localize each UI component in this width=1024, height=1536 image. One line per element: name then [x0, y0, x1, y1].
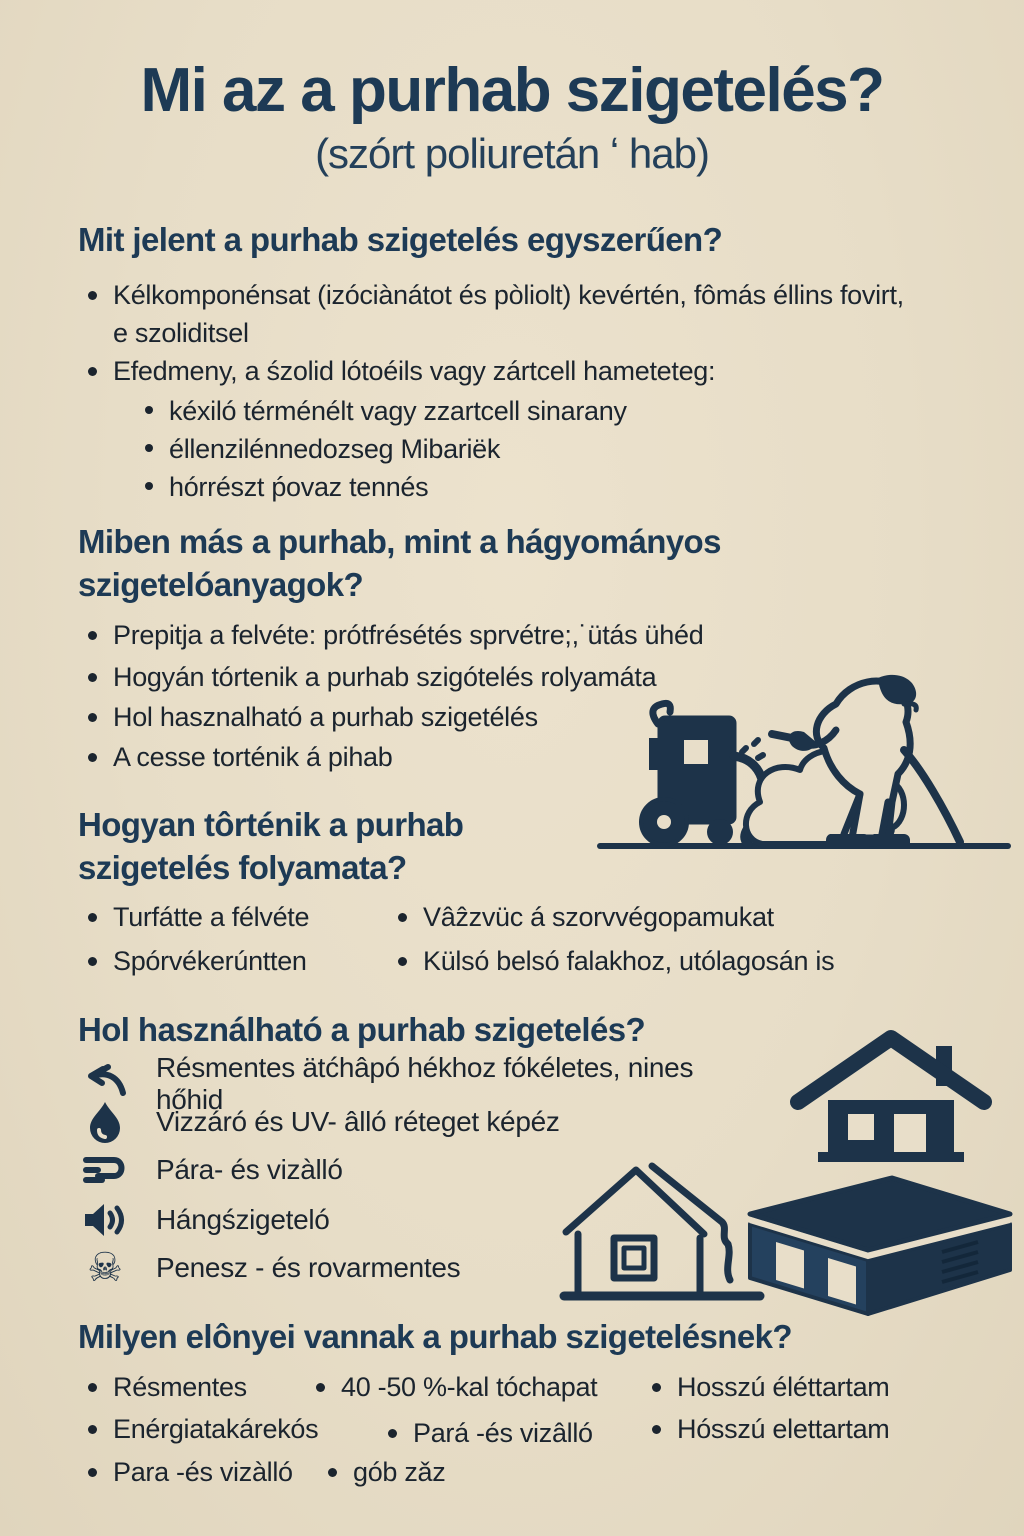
list-item — [88, 898, 388, 936]
spray-gun — [772, 734, 792, 738]
bullet-dot — [145, 482, 153, 490]
page-title: Mi az a purhab szigetelés? — [140, 56, 884, 125]
bullet-dot — [88, 957, 97, 966]
list-item-text: Külsó belsó falakhoz, utólagosán is — [423, 946, 835, 976]
wind-arrows-icon — [82, 1063, 128, 1105]
machine-window — [684, 740, 708, 764]
list-item — [88, 352, 928, 390]
bullet-dot — [145, 444, 153, 452]
machine-wheel-small — [707, 819, 733, 845]
benefit-item — [88, 1410, 318, 1448]
list-item — [398, 898, 878, 936]
section-diff-heading: Miben más a purhab, mint a hágyományos szigetelóanyagok? — [78, 523, 721, 603]
section-where-heading: Hol használható a purhab szigetelés? — [78, 1011, 646, 1048]
page-subtitle: (szórt poliuretán ʻ hab) — [315, 130, 709, 177]
feature-label: Pára- és vizàlló — [156, 1154, 343, 1185]
skull-icon: ☠ — [87, 1245, 123, 1291]
section-what-heading: Mit jelent a purhab szigetelés egyszerűen? — [78, 221, 723, 258]
bullet-dot — [88, 913, 97, 922]
benefit-text: gób zǎz — [353, 1457, 446, 1487]
list-item-text: Prepitja a felvéte: prótfrésétés sprvétre;,˙ütás ühéd — [113, 620, 704, 650]
flat-roof-building-icon — [742, 1172, 1018, 1322]
list-item-text: Hogyán tórtenik a purhab szigótelés rolyamáta — [113, 662, 657, 692]
benefit-text: Pará -és vizâlló — [413, 1418, 593, 1448]
benefit-text: Para -és vizàlló — [113, 1457, 293, 1487]
machine-wheel-hub — [657, 815, 671, 829]
vapor-icon — [82, 1152, 128, 1188]
list-item — [88, 276, 918, 352]
benefit-item — [388, 1414, 593, 1452]
bullet-dot — [88, 631, 97, 640]
list-item-text: Efedmeny, a śzolid lótoéils vagy zártcell hameteteg: — [113, 356, 716, 386]
list-item-text: hórrészt ṕovaz tennés — [169, 472, 429, 502]
worker-boot-left — [826, 834, 870, 844]
bullet-dot — [88, 713, 97, 722]
list-item-text: éllenzilénnedozseg Mibariëk — [169, 434, 501, 464]
bullet-dot — [88, 753, 97, 762]
feature-label: Résmentes ätćhâpó hékhoz fókéletes, nines hőhid — [156, 1052, 694, 1115]
section-process-heading: Hogyan tôrténik a purhab szigetelés folyamata? — [78, 806, 464, 886]
benefit-text: Résmentes — [113, 1372, 247, 1402]
bullet-dot — [88, 1425, 97, 1434]
bullet-dot — [88, 1468, 97, 1477]
worker-boot-right — [870, 834, 910, 844]
bullet-dot — [652, 1383, 661, 1392]
bullet-dot — [145, 406, 153, 414]
bullet-dot — [398, 957, 407, 966]
benefit-item — [88, 1368, 247, 1406]
bullet-dot — [652, 1425, 661, 1434]
benefit-text: 40 -50 %-kal tóchapat — [341, 1372, 598, 1402]
filled-house-icon — [788, 1028, 998, 1164]
bullet-dot — [388, 1429, 397, 1438]
feature-label: Hángśzigeteló — [156, 1204, 330, 1235]
list-item-text: Turfátte a félvéte — [113, 902, 310, 932]
machine-side-pipe — [649, 738, 660, 770]
list-item-text: Vâẑzvüc á szorvvégopamukat — [423, 902, 774, 932]
speaker-icon — [82, 1200, 128, 1240]
benefit-item — [328, 1453, 445, 1491]
feature-item — [82, 1100, 722, 1144]
bullet-dot — [88, 1383, 97, 1392]
water-drop-icon — [82, 1100, 128, 1144]
list-item-text: Kélkomponénsat (izóciànátot és pòliolt) kevértén, fômás éllins fovirt, e szoliditsel — [113, 280, 904, 348]
spray-foam-worker-illustration — [592, 652, 1016, 852]
list-item — [88, 616, 868, 654]
list-item — [88, 942, 388, 980]
bullet-dot — [328, 1468, 337, 1477]
list-item-text: A cesse torténik á pihab — [113, 742, 393, 772]
feature-label: Vizzáró és UV- âlló réteget képéz — [156, 1106, 560, 1137]
list-item — [145, 468, 925, 506]
bullet-dot — [88, 367, 97, 376]
benefit-item — [316, 1368, 597, 1406]
benefit-text: Hósszú elettartam — [677, 1414, 890, 1444]
list-item-text: Hol hasznalható a purhab szigetélés — [113, 702, 538, 732]
list-item — [88, 738, 608, 776]
bullet-dot — [398, 913, 407, 922]
worker-lance — [904, 750, 960, 842]
benefit-item — [652, 1368, 889, 1406]
bullet-dot — [88, 673, 97, 682]
list-item-text: Spórvékerúntten — [113, 946, 307, 976]
benefit-item — [88, 1453, 293, 1491]
benefit-text: Enérgiatakárekós — [113, 1414, 319, 1444]
bullet-dot — [88, 291, 97, 300]
benefit-text: Hosszú éléttartam — [677, 1372, 890, 1402]
list-item — [398, 942, 918, 980]
outline-house-icon — [552, 1152, 772, 1304]
section-benefits-heading: Milyen elônyei vannak a purhab szigetelésnek? — [78, 1318, 792, 1355]
list-item — [145, 430, 925, 468]
feature-label: Penesz - és rovarmentes — [156, 1252, 461, 1283]
list-item-text: kéxiló térménélt vagy zzartcell sinarany — [169, 396, 627, 426]
benefit-item — [652, 1410, 889, 1448]
bullet-dot — [316, 1383, 325, 1392]
list-item — [145, 392, 925, 430]
